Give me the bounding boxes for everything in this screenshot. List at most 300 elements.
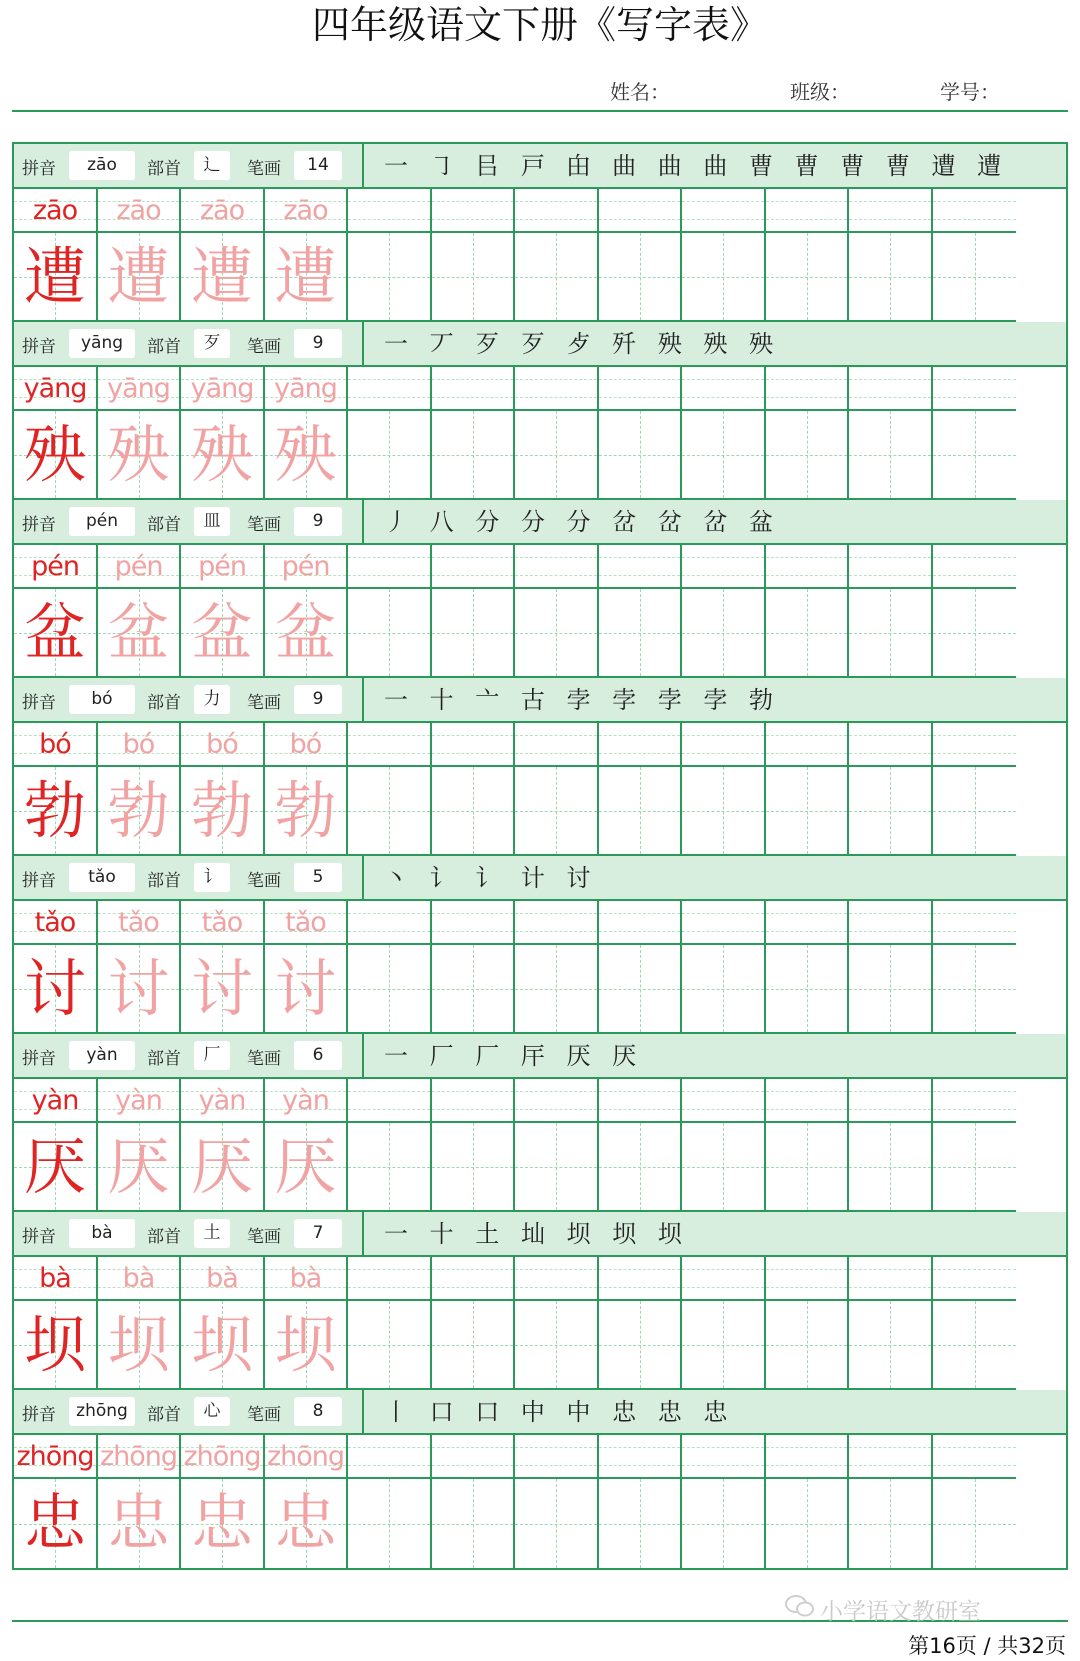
- hanzi-cell[interactable]: [933, 233, 1016, 322]
- pinyin-cell: [14, 189, 98, 233]
- pinyin-cell[interactable]: [766, 901, 849, 945]
- info-divider: [362, 1034, 364, 1079]
- pinyin-cell[interactable]: [766, 1257, 849, 1301]
- info-divider: [362, 1390, 364, 1435]
- pinyin-cell[interactable]: [682, 367, 766, 411]
- pinyin-label: 拼音: [22, 693, 56, 713]
- strokes-label: 笔画: [247, 515, 281, 535]
- hanzi-cell[interactable]: [849, 1123, 933, 1212]
- pinyin-cell[interactable]: [933, 723, 1016, 767]
- hanzi-cell[interactable]: [682, 1123, 766, 1212]
- hanzi-cell: [265, 1479, 348, 1568]
- radical-value: 力: [194, 685, 230, 714]
- pinyin-cell[interactable]: [432, 1435, 515, 1479]
- pinyin-cell[interactable]: [599, 901, 682, 945]
- strokes-label: 笔画: [247, 693, 281, 713]
- hanzi-trace: 勃: [190, 774, 253, 847]
- hanzi-model: 讨: [23, 952, 86, 1025]
- hanzi-cell: [181, 1301, 265, 1390]
- hanzi-cell[interactable]: [348, 1301, 432, 1390]
- pinyin-trace: yāng: [274, 373, 337, 404]
- header-divider: [12, 110, 1068, 112]
- strokes-label: 笔画: [247, 1227, 281, 1247]
- pinyin-cell[interactable]: [348, 189, 432, 233]
- hanzi-cell: [181, 233, 265, 322]
- hanzi-cell[interactable]: [432, 1479, 515, 1568]
- pinyin-cell[interactable]: [766, 545, 849, 589]
- hanzi-cell[interactable]: [933, 411, 1016, 500]
- pinyin-cell[interactable]: [933, 901, 1016, 945]
- radical-label: 部首: [147, 337, 181, 357]
- hanzi-cell[interactable]: [682, 767, 766, 856]
- hanzi-trace: 遭: [274, 240, 337, 313]
- hanzi-cell[interactable]: [348, 233, 432, 322]
- hanzi-model: 遭: [23, 240, 86, 313]
- pinyin-cell[interactable]: [933, 189, 1016, 233]
- pinyin-cell: [14, 723, 98, 767]
- hanzi-cell: [181, 411, 265, 500]
- pinyin-cell: [14, 901, 98, 945]
- hanzi-cell[interactable]: [599, 411, 682, 500]
- hanzi-cell: [14, 411, 98, 500]
- page-number: 第16页 / 共32页: [908, 1634, 1066, 1658]
- hanzi-cell[interactable]: [599, 767, 682, 856]
- hanzi-cell[interactable]: [432, 1123, 515, 1212]
- pinyin-cell[interactable]: [348, 1257, 432, 1301]
- char-info-bar: [14, 1034, 1066, 1079]
- pinyin-cell: [98, 367, 181, 411]
- pinyin-model: bà: [39, 1263, 71, 1294]
- pinyin-cell[interactable]: [933, 545, 1016, 589]
- hanzi-cell[interactable]: [432, 411, 515, 500]
- pinyin-cell[interactable]: [766, 723, 849, 767]
- pinyin-value: bà: [69, 1219, 135, 1248]
- pinyin-trace: zhōng: [183, 1441, 261, 1472]
- name-label: 姓名：: [610, 80, 670, 104]
- hanzi-cell[interactable]: [933, 767, 1016, 856]
- pinyin-trace: zhōng: [266, 1441, 345, 1472]
- pinyin-cell[interactable]: [515, 189, 599, 233]
- char-info-bar: [14, 1212, 1066, 1257]
- pinyin-cell: [181, 1435, 265, 1479]
- pinyin-trace: bà: [289, 1263, 322, 1294]
- hanzi-cell[interactable]: [849, 1479, 933, 1568]
- pinyin-trace: pén: [198, 551, 246, 582]
- hanzi-trace: 坝: [190, 1308, 253, 1381]
- hanzi-trace: 厌: [107, 1130, 170, 1203]
- strokes-value: 7: [294, 1219, 342, 1248]
- hanzi-trace: 忠: [107, 1486, 170, 1559]
- pinyin-cell: [265, 545, 348, 589]
- char-block: [14, 856, 1066, 1034]
- pinyin-cell: [98, 1257, 181, 1301]
- hanzi-cell[interactable]: [933, 1301, 1016, 1390]
- strokes-label: 笔画: [247, 1405, 281, 1425]
- pinyin-label: 拼音: [22, 337, 56, 357]
- hanzi-cell[interactable]: [515, 1479, 599, 1568]
- pinyin-cell: [265, 901, 348, 945]
- pinyin-cell[interactable]: [849, 545, 933, 589]
- pinyin-label: 拼音: [22, 159, 56, 179]
- hanzi-cell: [98, 767, 181, 856]
- hanzi-cell: [181, 767, 265, 856]
- hanzi-cell[interactable]: [599, 233, 682, 322]
- pinyin-cell[interactable]: [515, 545, 599, 589]
- hanzi-cell: [98, 589, 181, 678]
- hanzi-cell[interactable]: [933, 945, 1016, 1034]
- radical-label: 部首: [147, 1227, 181, 1247]
- hanzi-trace: 坝: [107, 1308, 170, 1381]
- hanzi-cell: [181, 1123, 265, 1212]
- pinyin-cell: [265, 1435, 348, 1479]
- pinyin-cell[interactable]: [599, 723, 682, 767]
- pinyin-cell: [181, 545, 265, 589]
- pinyin-cell[interactable]: [849, 367, 933, 411]
- pinyin-cell[interactable]: [432, 1079, 515, 1123]
- hanzi-cell: [98, 411, 181, 500]
- hanzi-cell[interactable]: [348, 411, 432, 500]
- hanzi-cell[interactable]: [682, 589, 766, 678]
- strokes-value: 9: [294, 685, 342, 714]
- info-divider: [362, 678, 364, 723]
- pinyin-model: zāo: [32, 195, 78, 226]
- pinyin-cell[interactable]: [849, 189, 933, 233]
- info-divider: [362, 322, 364, 367]
- hanzi-cell[interactable]: [766, 1479, 849, 1568]
- pinyin-cell[interactable]: [599, 189, 682, 233]
- char-block: [14, 678, 1066, 856]
- hanzi-cell[interactable]: [849, 767, 933, 856]
- info-divider: [362, 144, 364, 189]
- hanzi-trace: 厌: [274, 1130, 337, 1203]
- pinyin-cell: [14, 545, 98, 589]
- hanzi-cell[interactable]: [515, 1301, 599, 1390]
- hanzi-trace: 殃: [274, 418, 337, 491]
- page-title: 四年级语文下册《写字表》: [311, 3, 768, 47]
- hanzi-trace: 殃: [107, 418, 170, 491]
- hanzi-model: 殃: [23, 418, 86, 491]
- hanzi-cell[interactable]: [432, 945, 515, 1034]
- pinyin-cell: [98, 723, 181, 767]
- char-info-bar: [14, 322, 1066, 367]
- hanzi-cell: [265, 233, 348, 322]
- hanzi-cell[interactable]: [348, 1479, 432, 1568]
- hanzi-cell[interactable]: [766, 1123, 849, 1212]
- radical-label: 部首: [147, 1049, 181, 1069]
- pinyin-cell[interactable]: [682, 189, 766, 233]
- pinyin-trace: bà: [206, 1263, 238, 1294]
- student-info: [0, 70, 1080, 104]
- hanzi-trace: 遭: [190, 240, 253, 313]
- hanzi-trace: 盆: [274, 596, 337, 669]
- class-label: 班级：: [790, 80, 850, 104]
- pinyin-cell: [181, 367, 265, 411]
- hanzi-trace: 盆: [107, 596, 170, 669]
- hanzi-cell[interactable]: [515, 589, 599, 678]
- hanzi-cell[interactable]: [599, 1301, 682, 1390]
- strokes-value: 8: [294, 1397, 342, 1426]
- pinyin-trace: pén: [281, 551, 330, 582]
- hanzi-cell: [265, 1123, 348, 1212]
- hanzi-cell[interactable]: [599, 1123, 682, 1212]
- pinyin-cell[interactable]: [432, 367, 515, 411]
- char-block: [14, 1212, 1066, 1390]
- hanzi-trace: 盆: [190, 596, 253, 669]
- hanzi-cell: [98, 233, 181, 322]
- pinyin-trace: zāo: [283, 195, 328, 226]
- pinyin-cell[interactable]: [432, 1257, 515, 1301]
- pinyin-cell[interactable]: [348, 901, 432, 945]
- pinyin-cell[interactable]: [766, 1435, 849, 1479]
- strokes-value: 9: [294, 507, 342, 536]
- pinyin-trace: yāng: [190, 373, 254, 404]
- pinyin-value: yàn: [69, 1041, 135, 1070]
- stroke-order: 丶 讠 讠 计 讨: [384, 864, 598, 892]
- hanzi-cell[interactable]: [682, 233, 766, 322]
- pinyin-trace: bà: [122, 1263, 155, 1294]
- hanzi-trace: 忠: [190, 1486, 253, 1559]
- wechat-logo-icon: [785, 1594, 815, 1618]
- pinyin-cell[interactable]: [432, 189, 515, 233]
- hanzi-cell[interactable]: [849, 945, 933, 1034]
- pinyin-cell: [181, 1257, 265, 1301]
- pinyin-cell[interactable]: [933, 1079, 1016, 1123]
- hanzi-cell[interactable]: [682, 945, 766, 1034]
- pinyin-label: 拼音: [22, 1405, 56, 1425]
- strokes-value: 14: [294, 151, 342, 180]
- strokes-label: 笔画: [247, 337, 281, 357]
- pinyin-trace: yāng: [107, 373, 170, 404]
- hanzi-cell: [98, 1301, 181, 1390]
- stroke-order: 丿 八 分 分 分 岔 岔 岔 盆: [384, 508, 781, 536]
- pinyin-cell: [98, 1079, 181, 1123]
- pinyin-trace: zāo: [116, 195, 161, 226]
- radical-value: 讠: [194, 863, 230, 892]
- pinyin-cell[interactable]: [515, 901, 599, 945]
- pinyin-trace: tǎo: [118, 907, 159, 938]
- pinyin-cell[interactable]: [432, 723, 515, 767]
- hanzi-cell: [98, 1479, 181, 1568]
- hanzi-cell[interactable]: [515, 945, 599, 1034]
- pinyin-trace: zāo: [199, 195, 245, 226]
- watermark: 小学语文教研室: [820, 1599, 981, 1625]
- hanzi-cell[interactable]: [766, 945, 849, 1034]
- hanzi-cell[interactable]: [682, 1479, 766, 1568]
- hanzi-cell[interactable]: [348, 945, 432, 1034]
- pinyin-value: tǎo: [69, 863, 135, 892]
- hanzi-cell[interactable]: [515, 1123, 599, 1212]
- strokes-label: 笔画: [247, 871, 281, 891]
- strokes-label: 笔画: [247, 159, 281, 179]
- hanzi-trace: 讨: [190, 952, 253, 1025]
- hanzi-cell[interactable]: [599, 1479, 682, 1568]
- pinyin-cell[interactable]: [682, 1435, 766, 1479]
- pinyin-label: 拼音: [22, 1227, 56, 1247]
- pinyin-cell: [98, 901, 181, 945]
- hanzi-cell[interactable]: [432, 1301, 515, 1390]
- pinyin-value: zhōng: [69, 1397, 135, 1426]
- hanzi-trace: 勃: [107, 774, 170, 847]
- hanzi-cell: [265, 1301, 348, 1390]
- pinyin-cell[interactable]: [599, 1079, 682, 1123]
- pinyin-trace: yàn: [198, 1085, 246, 1116]
- char-info-bar: [14, 678, 1066, 723]
- pinyin-cell[interactable]: [849, 1435, 933, 1479]
- hanzi-cell[interactable]: [432, 233, 515, 322]
- hanzi-cell[interactable]: [682, 1301, 766, 1390]
- pinyin-model: zhōng: [16, 1441, 94, 1472]
- pinyin-cell: [265, 1257, 348, 1301]
- hanzi-cell[interactable]: [766, 411, 849, 500]
- pinyin-cell[interactable]: [599, 1257, 682, 1301]
- pinyin-value: pén: [69, 507, 135, 536]
- pinyin-cell[interactable]: [682, 901, 766, 945]
- info-divider: [362, 500, 364, 545]
- radical-label: 部首: [147, 1405, 181, 1425]
- pinyin-label: 拼音: [22, 1049, 56, 1069]
- hanzi-cell: [14, 1123, 98, 1212]
- pinyin-cell[interactable]: [682, 545, 766, 589]
- pinyin-cell[interactable]: [348, 367, 432, 411]
- pinyin-cell[interactable]: [432, 901, 515, 945]
- pinyin-cell[interactable]: [348, 545, 432, 589]
- hanzi-cell[interactable]: [933, 589, 1016, 678]
- pinyin-label: 拼音: [22, 515, 56, 535]
- hanzi-cell[interactable]: [766, 1301, 849, 1390]
- info-divider: [362, 856, 364, 901]
- stroke-order: 一 丆 歹 歹 歺 歼 殃 殃 殃: [384, 330, 781, 358]
- hanzi-model: 忠: [23, 1486, 86, 1559]
- radical-label: 部首: [147, 515, 181, 535]
- pinyin-cell: [181, 189, 265, 233]
- stroke-order: 一 十 土 圸 坝 坝 坝: [384, 1220, 689, 1248]
- radical-value: 心: [194, 1397, 230, 1426]
- pinyin-cell[interactable]: [849, 723, 933, 767]
- hanzi-cell: [265, 945, 348, 1034]
- pinyin-value: zāo: [69, 151, 135, 180]
- pinyin-trace: bó: [122, 729, 155, 760]
- hanzi-cell: [14, 1301, 98, 1390]
- pinyin-cell: [98, 545, 181, 589]
- pinyin-cell[interactable]: [432, 545, 515, 589]
- stroke-order: 一 ㇆ 㠯 戸 甶 曲 曲 曲 曹 曹 曹 曹 遭 遭: [384, 152, 1009, 180]
- hanzi-cell[interactable]: [348, 589, 432, 678]
- hanzi-cell[interactable]: [515, 233, 599, 322]
- info-divider: [362, 1212, 364, 1257]
- hanzi-cell[interactable]: [348, 767, 432, 856]
- writing-grid: [12, 142, 1068, 1570]
- hanzi-cell[interactable]: [933, 1479, 1016, 1568]
- hanzi-model: 厌: [23, 1130, 86, 1203]
- pinyin-model: tǎo: [34, 907, 76, 938]
- char-info-bar: [14, 1390, 1066, 1435]
- hanzi-cell: [14, 589, 98, 678]
- pinyin-cell[interactable]: [682, 1257, 766, 1301]
- pinyin-cell[interactable]: [515, 723, 599, 767]
- hanzi-cell[interactable]: [515, 767, 599, 856]
- pinyin-label: 拼音: [22, 871, 56, 891]
- hanzi-cell[interactable]: [599, 945, 682, 1034]
- pinyin-cell[interactable]: [515, 1435, 599, 1479]
- hanzi-cell: [181, 589, 265, 678]
- pinyin-model: yàn: [31, 1085, 79, 1116]
- pinyin-cell: [265, 1079, 348, 1123]
- hanzi-cell[interactable]: [432, 767, 515, 856]
- pinyin-cell[interactable]: [599, 1435, 682, 1479]
- pinyin-cell[interactable]: [766, 367, 849, 411]
- radical-label: 部首: [147, 693, 181, 713]
- pinyin-cell[interactable]: [515, 1257, 599, 1301]
- hanzi-cell: [265, 411, 348, 500]
- pinyin-trace: tǎo: [285, 907, 326, 938]
- pinyin-model: bó: [39, 729, 71, 760]
- hanzi-cell[interactable]: [682, 411, 766, 500]
- pinyin-cell[interactable]: [933, 1435, 1016, 1479]
- pinyin-cell[interactable]: [348, 723, 432, 767]
- pinyin-cell[interactable]: [849, 901, 933, 945]
- strokes-value: 6: [294, 1041, 342, 1070]
- radical-value: 歹: [194, 329, 230, 358]
- hanzi-cell[interactable]: [348, 1123, 432, 1212]
- pinyin-cell[interactable]: [849, 1079, 933, 1123]
- hanzi-cell[interactable]: [849, 589, 933, 678]
- stroke-order: 一 厂 厂 厈 厌 厌: [384, 1042, 644, 1070]
- pinyin-cell[interactable]: [515, 1079, 599, 1123]
- pinyin-cell[interactable]: [766, 1079, 849, 1123]
- hanzi-cell[interactable]: [599, 589, 682, 678]
- hanzi-cell[interactable]: [766, 767, 849, 856]
- hanzi-cell[interactable]: [515, 411, 599, 500]
- pinyin-cell[interactable]: [849, 1257, 933, 1301]
- char-block: [14, 1034, 1066, 1212]
- radical-label: 部首: [147, 159, 181, 179]
- hanzi-cell[interactable]: [849, 233, 933, 322]
- stroke-order: 一 十 亠 古 孛 孛 孛 孛 勃: [384, 686, 781, 714]
- pinyin-cell[interactable]: [599, 367, 682, 411]
- char-block: [14, 144, 1066, 322]
- pinyin-model: yāng: [23, 373, 87, 404]
- pinyin-cell: [14, 1257, 98, 1301]
- pinyin-cell[interactable]: [682, 1079, 766, 1123]
- hanzi-cell[interactable]: [933, 1123, 1016, 1212]
- pinyin-trace: yàn: [282, 1085, 329, 1116]
- pinyin-cell[interactable]: [933, 1257, 1016, 1301]
- pinyin-cell[interactable]: [682, 723, 766, 767]
- hanzi-cell[interactable]: [766, 589, 849, 678]
- hanzi-cell[interactable]: [849, 411, 933, 500]
- hanzi-cell: [98, 945, 181, 1034]
- radical-value: 皿: [194, 507, 230, 536]
- hanzi-trace: 殃: [190, 418, 253, 491]
- pinyin-cell[interactable]: [348, 1079, 432, 1123]
- pinyin-cell: [98, 1435, 181, 1479]
- pinyin-cell[interactable]: [515, 367, 599, 411]
- radical-value: 厂: [194, 1041, 230, 1070]
- pinyin-cell: [14, 367, 98, 411]
- hanzi-cell: [181, 1479, 265, 1568]
- pinyin-cell: [265, 723, 348, 767]
- pinyin-cell[interactable]: [348, 1435, 432, 1479]
- pinyin-trace: pén: [114, 551, 163, 582]
- hanzi-cell[interactable]: [432, 589, 515, 678]
- hanzi-cell[interactable]: [849, 1301, 933, 1390]
- pinyin-cell[interactable]: [933, 367, 1016, 411]
- pinyin-cell[interactable]: [766, 189, 849, 233]
- pinyin-cell[interactable]: [599, 545, 682, 589]
- char-info-bar: [14, 144, 1066, 189]
- hanzi-cell[interactable]: [766, 233, 849, 322]
- pinyin-trace: yàn: [115, 1085, 162, 1116]
